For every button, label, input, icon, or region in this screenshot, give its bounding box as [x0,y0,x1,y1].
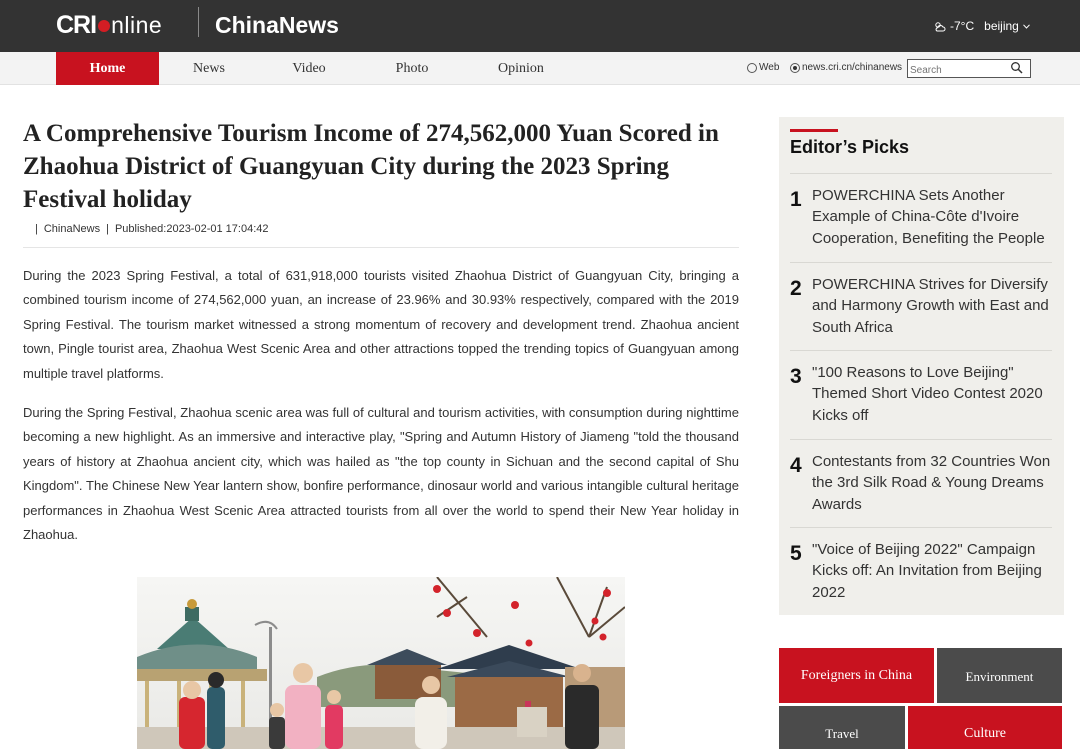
chinanews-logo[interactable]: ChinaNews [215,12,339,38]
pick-number: 3 [790,365,802,388]
picks-accent-bar [790,129,838,132]
nav-opinion[interactable]: Opinion [498,61,544,76]
tile-culture[interactable]: Culture [908,706,1062,749]
editors-picks-title: Editor’s Picks [790,137,910,157]
pick-item-5[interactable] [790,527,1052,613]
pick-item-4[interactable] [790,439,1052,528]
weather-temperature: -7°C [950,19,975,33]
pick-item-2[interactable] [790,262,1052,351]
article-meta: | ChinaNews | Published:2023-02-01 17:04:42 [35,223,269,235]
pick-headline[interactable]: POWERCHINA Sets Another Example of China-Côte d'Ivoire Cooperation, Benefiting the People [812,187,1045,247]
pick-headline[interactable]: "Voice of Beijing 2022" Campaign Kicks off: An Invitation from Beijing 2022 [812,541,1042,601]
article-source[interactable]: ChinaNews [43,223,101,235]
article-paragraph-1: During the 2023 Spring Festival, a total of 631,918,000 tourists visited Zhaohua District of Guangyuan City, bringing a combined tourism income of 274,562,000 yuan, an increase of 23.96% and 30.93% respectively, compared with the 2019 Spring Festival. The tourism market witnessed a strong momentum of recovery and development trend. Zhaohua ancient town, Pingle tourist area, Zhaohua West Scenic Area and other attractions topped the trending topics of Guangyuan among multiple travel platforms. [23,268,739,381]
weather-widget[interactable] [934,19,1030,33]
pick-number: 4 [790,454,802,477]
weather-city[interactable]: beijing [984,19,1019,33]
pick-headline[interactable]: POWERCHINA Strives for Diversify and Harmony Growth with East and South Africa [812,276,1049,336]
pick-number: 1 [790,188,802,211]
pick-headline[interactable]: "100 Reasons to Love Beijing" Themed Short Video Contest 2020 Kicks off [812,364,1043,424]
radio-site[interactable] [790,63,800,73]
article-title: A Comprehensive Tourism Income of 274,562,000 Yuan Scored in Zhaohua District of Guangyuan City during the 2023 Spring Festival holiday [23,120,719,213]
radio-web[interactable] [747,63,757,73]
cloud-sun-icon [934,21,946,32]
pick-number: 5 [790,542,802,565]
logo-red-dot [98,20,110,32]
search-scope-web[interactable] [747,62,779,73]
search-box [907,59,1031,78]
pick-item-1[interactable] [790,173,1052,262]
cri-online-logo[interactable] [56,8,162,42]
article-published: Published:2023-02-01 17:04:42 [114,223,269,235]
site-header [0,0,1080,52]
nav-photo[interactable]: Photo [395,61,429,76]
pick-headline[interactable]: Contestants from 32 Countries Won the 3rd Silk Road & Young Dreams Awards [812,453,1051,513]
nav-home[interactable]: Home [56,52,159,85]
editors-picks-panel [779,117,1064,615]
nav-video[interactable]: Video [292,61,326,76]
chevron-down-icon[interactable] [1023,24,1030,29]
pick-number: 2 [790,277,802,300]
tile-travel[interactable]: Travel [779,706,905,749]
logo-divider [198,7,199,37]
search-input[interactable] [910,64,1006,77]
search-scope-web-label: Web [759,62,780,73]
pick-item-3[interactable] [790,350,1052,439]
search-scope-site-label: news.cri.cn/chinanews [802,62,903,73]
search-scope-site[interactable] [790,62,902,73]
logo-online-text: nline [111,11,163,38]
article-photo [137,577,625,749]
title-divider [23,247,739,248]
nav-news[interactable]: News [193,61,225,76]
tile-environment[interactable]: Environment [937,648,1062,703]
tile-foreigners-in-china[interactable]: Foreigners in China [779,648,934,703]
article-paragraph-2: During the Spring Festival, Zhaohua scenic area was full of cultural and tourism activities, with consumption during nighttime becoming a new highlight. As an immersive and interactive play, "Spring and Autumn History of Jiameng "told the thousand years of history at Zhaohua ancient city, which was hailed as "the top county in Sichuan and the second capital of Shu Kingdom". The Chinese New Year lantern show, bonfire performance, dinosaur world and various intangible cultural heritage performances in Zhaohua West Scenic Area attracted tourists from all over the world to spend their New Year holiday in Zhaohua. [23,405,739,543]
logo-cri-text: CRI [56,10,97,39]
search-icon[interactable] [1010,61,1024,75]
